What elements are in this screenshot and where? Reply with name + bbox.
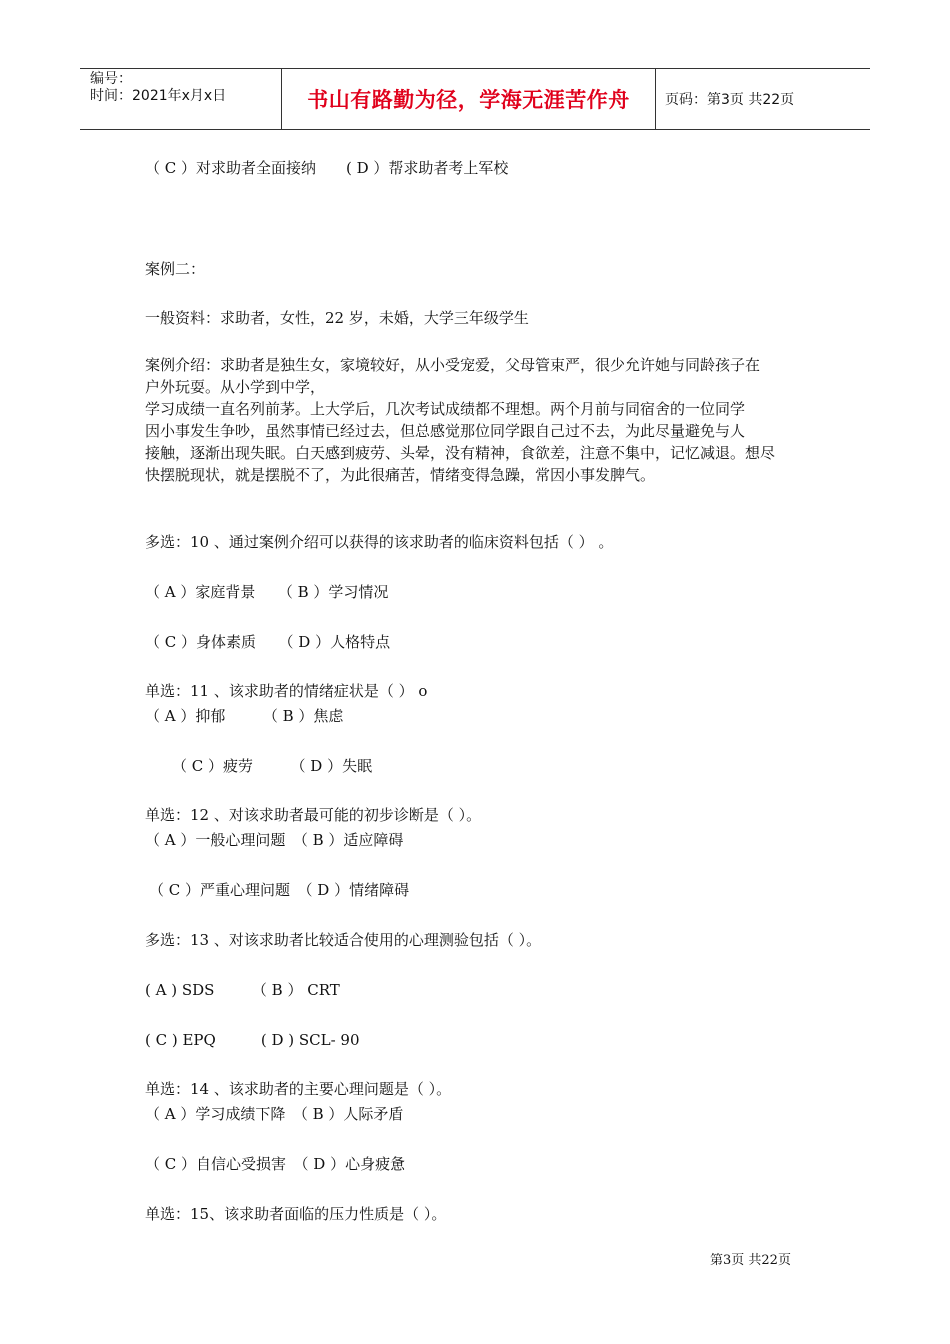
- question-13-options-ab: ( A ) SDS （ B ） CRT: [145, 981, 340, 999]
- page-header: [80, 68, 870, 130]
- case-intro-line: 因小事发生争吵，虽然事情已经过去，但总感觉那位同学跟自己过不去，为此尽量避免与人: [145, 422, 746, 440]
- case-intro-line: 学习成绩一直名列前茅。上大学后，几次考试成绩都不理想。两个月前与同宿舍的一位同学: [145, 400, 746, 418]
- case-intro-line: 案例介绍：求助者是独生女，家境较好，从小受宠爱，父母管束严，很少允许她与同龄孩子在: [145, 356, 761, 374]
- header-motto: 书山有路勤为径，学海无涯苦作舟: [281, 69, 656, 129]
- question-11-options-cd: （ C ）疲劳 （ D ）失眠: [172, 757, 373, 775]
- number-label: 编号：: [90, 71, 132, 87]
- header-meta: [90, 71, 280, 105]
- options-cd-previous: （ C ）对求助者全面接纳 ( D ）帮求助者考上军校: [145, 159, 509, 177]
- case-intro-line: 快摆脱现状，就是摆脱不了，为此很痛苦，情绪变得急躁，常因小事发脾气。: [145, 466, 656, 484]
- question-13: 多选：13 、对该求助者比较适合使用的心理测验包括（ ）。: [145, 931, 542, 949]
- case-intro-line: 接触，逐渐出现失眠。白天感到疲劳、头晕，没有精神，食欲差，注意不集中，记忆减退。想尽: [145, 444, 776, 462]
- question-11: 单选：11 、该求助者的情绪症状是（ ） o: [145, 682, 428, 700]
- case-intro-line: 户外玩耍。从小学到中学，: [145, 378, 326, 396]
- question-10-options-ab: （ A ）家庭背景 （ B ）学习情况: [145, 583, 389, 601]
- case-title: 案例二：: [145, 260, 206, 278]
- question-13-options-cd: ( C ) EPQ ( D ) SCL- 90: [145, 1031, 360, 1049]
- question-12-options-cd: （ C ）严重心理问题 （ D ）情绪障碍: [149, 881, 410, 899]
- question-10: 多选：10 、通过案例介绍可以获得的该求助者的临床资料包括（ ） 。: [145, 533, 614, 551]
- question-10-options-cd: （ C ）身体素质 （ D ）人格特点: [145, 633, 391, 651]
- question-12: 单选：12 、对该求助者最可能的初步诊断是（ ）。: [145, 806, 482, 824]
- question-11-options-ab: （ A ）抑郁 （ B ）焦虑: [145, 707, 344, 725]
- question-15: 单选：15、该求助者面临的压力性质是（ ）。: [145, 1205, 447, 1223]
- page-footer: 第3页 共22页: [710, 1253, 791, 1268]
- question-14-options-ab: （ A ）学习成绩下降 （ B ）人际矛盾: [145, 1105, 404, 1123]
- time-label: 时间：2021年x月x日: [90, 88, 227, 104]
- question-14-options-cd: （ C ）自信心受损害 （ D ）心身疲惫: [145, 1155, 406, 1173]
- question-12-options-ab: （ A ）一般心理问题 （ B ）适应障碍: [145, 831, 404, 849]
- case-intro: [145, 354, 810, 486]
- header-page-info: 页码：第3页 共22页: [665, 92, 795, 108]
- general-info: 一般资料：求助者，女性，22 岁，未婚，大学三年级学生: [145, 309, 529, 327]
- question-14: 单选：14 、该求助者的主要心理问题是（ ）。: [145, 1080, 452, 1098]
